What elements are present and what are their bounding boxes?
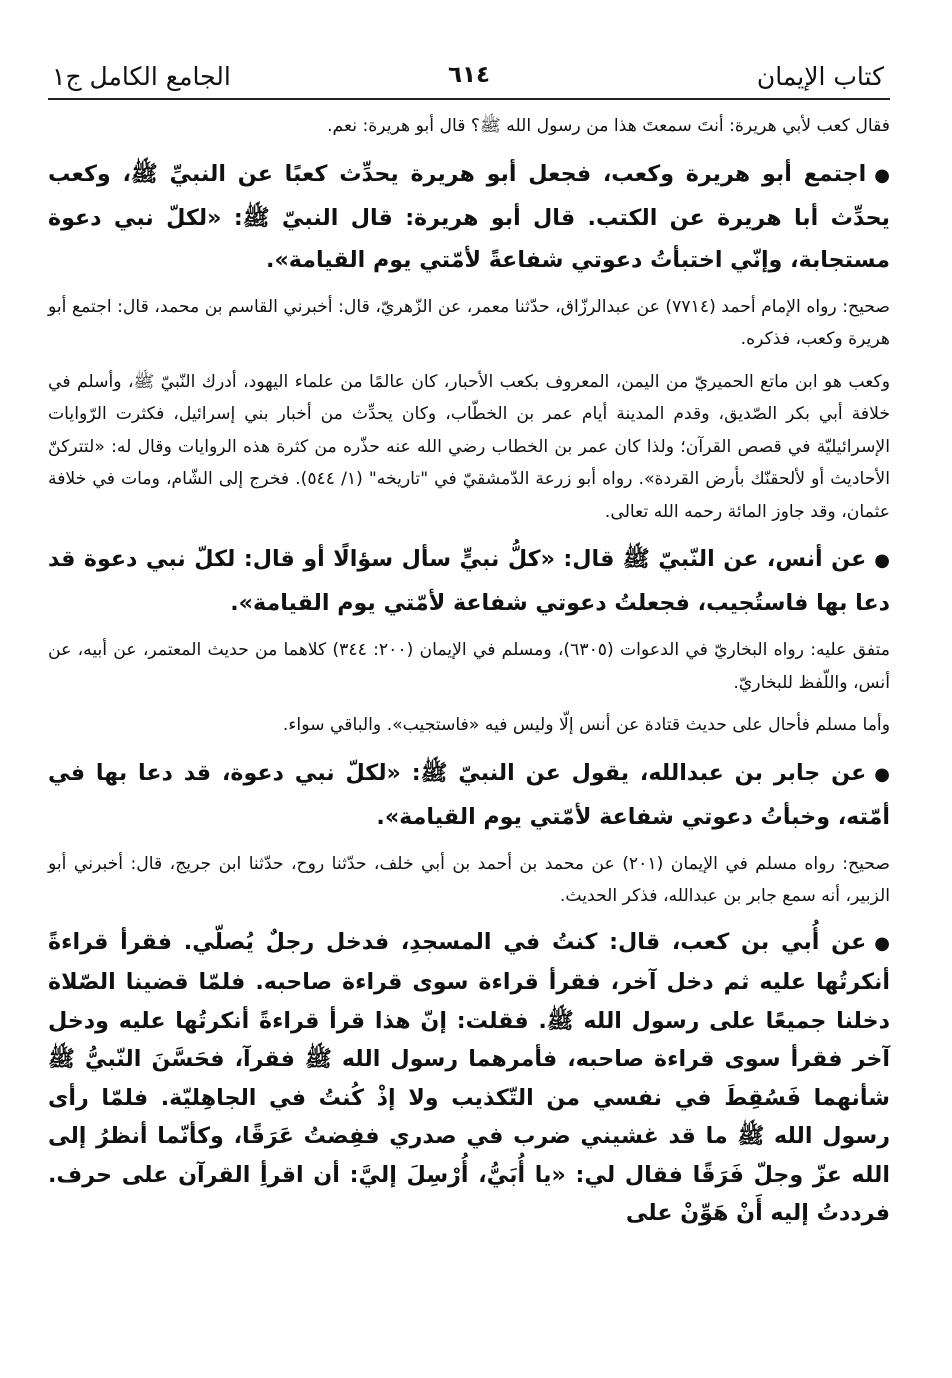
- bullet-icon: ●: [874, 932, 890, 954]
- page-header: [48, 52, 890, 96]
- header-rule: [48, 98, 890, 100]
- hadith-paragraph: ●عن أُبي بن كعب، قال: كنتُ في المسجدِ، فدخل رجلٌ يُصلّي. فقرأ قراءةً أنكرتُها عليه ثم دخل آخر، فقرأ قراءة سوى قراءة صاحبه. فلمّا قضينا الصّلاة دخلنا جميعًا على رسول الله ﷺ. فقلت: إنّ هذا قرأ قراءةً أنكرتُها عليه ودخل آخر فقرأ سوى قراءة صاحبه، فأمرهما رسول الله ﷺ فقرآ، فحَسَّنَ النّبيُّ ﷺ شأنهما فَسُقِطَ في نفسي من التّكذيب ولا إذْ كُنتُ في الجاهِليّة. فلمّا رأى رسول الله ﷺ ما قد غشيني ضرب في صدري ففِضتُ عَرَقًا، وكأنّما أنظرُ إلى الله عزّ وجلّ فَرَقًا فقال لي: «يا أُبَيُّ، أُرْسِلَ إليَّ: أن اقرأِ القرآن على حرف. فرددتُ إليه أَنْ هَوِّنْ على: [48, 923, 890, 1233]
- takhrij-paragraph: صحيح: رواه الإمام أحمد (٧٧١٤) عن عبدالرزّاق، حدّثنا معمر، عن الزّهريّ، قال: أخبرني القاسم بن محمد، قال: اجتمع أبو هريرة وكعب، فذكره.: [48, 296, 890, 349]
- bullet-icon: ●: [874, 550, 890, 571]
- book-title: كتاب الإيمان: [756, 62, 884, 91]
- commentary-paragraph: وكعب هو ابن ماتع الحميريّ من اليمن، المعروف بكعب الأحبار، كان عالمًا من علماء اليهود، أدرك النّبيّ ﷺ، وأسلم في خلافة أبي بكر الصّديق، وقدم المدينة أيام عمر بن الخطّاب، وكان يحدِّث من أخبار بني إسرائيل، فكثرت الرّوايات الإسرائيليّة في قصص القرآن؛ ولذا كان عمر بن الخطاب رضي الله عنه حذّره من كثرة هذه الروايات وقال له: «لتتركنّ الأحاديث أو لألحقنّك بأرض القردة». رواه أبو زرعة الدّمشقيّ في "تاريخه" (١/ ٥٤٤). فخرج إلى الشّام، ومات في خلافة عثمان، وقد جاوز المائة رحمه الله تعالى.: [48, 371, 890, 522]
- hadith-paragraph: ●اجتمع أبو هريرة وكعب، فجعل أبو هريرة يحدِّث كعبًا عن النبيِّ ﷺ، وكعب يحدِّث أبا هريرة عن الكتب. قال أبو هريرة: قال النبيّ ﷺ: «لكلّ نبي دعوة مستجابة، وإنّي اختبأتُ دعوتي شفاعةً لأمّتي يوم القيامة».: [48, 153, 890, 281]
- page-content: [48, 110, 890, 1233]
- takhrij-paragraph: صحيح: رواه مسلم في الإيمان (٢٠١) عن محمد بن أحمد بن أبي خلف، حدّثنا روح، حدّثنا ابن جريج، قال: أخبرني أبو الزبير، أنه سمع جابر بن عبدالله، فذكر الحديث.: [48, 853, 890, 906]
- hadith-paragraph: ●عن جابر بن عبدالله، يقول عن النبيّ ﷺ: «لكلّ نبي دعوة، قد دعا بها في أمّته، وخبأتُ دعوتي شفاعة لأمّتي يوم القيامة».: [48, 752, 890, 838]
- volume-title: الجامع الكامل ج١: [52, 62, 231, 91]
- commentary-paragraph: فقال كعب لأبي هريرة: أنتَ سمعتَ هذا من رسول الله ﷺ؟ قال أبو هريرة: نعم.: [327, 116, 890, 136]
- commentary-paragraph: وأما مسلم فأحال على حديث قتادة عن أنس إلّا وليس فيه «فاستجيب». والباقي سواء.: [282, 715, 890, 735]
- bullet-icon: ●: [874, 164, 890, 186]
- hadith-paragraph: ●عن أنس، عن النّبيّ ﷺ قال: «كلُّ نبيٍّ سأل سؤالًا أو قال: لكلّ نبي دعوة قد دعا بها فاستُجيب، فجعلتُ دعوتي شفاعة لأمّتي يوم القيامة».: [48, 538, 890, 624]
- page-number: ٦١٤: [447, 62, 491, 88]
- bullet-icon: ●: [874, 763, 890, 785]
- takhrij-paragraph: متفق عليه: رواه البخاريّ في الدعوات (٦٣٠٥)، ومسلم في الإيمان (٢٠٠: ٣٤٤) كلاهما من حديث المعتمر، عن أبيه، عن أنس، واللّفظ للبخاريّ.: [48, 640, 890, 693]
